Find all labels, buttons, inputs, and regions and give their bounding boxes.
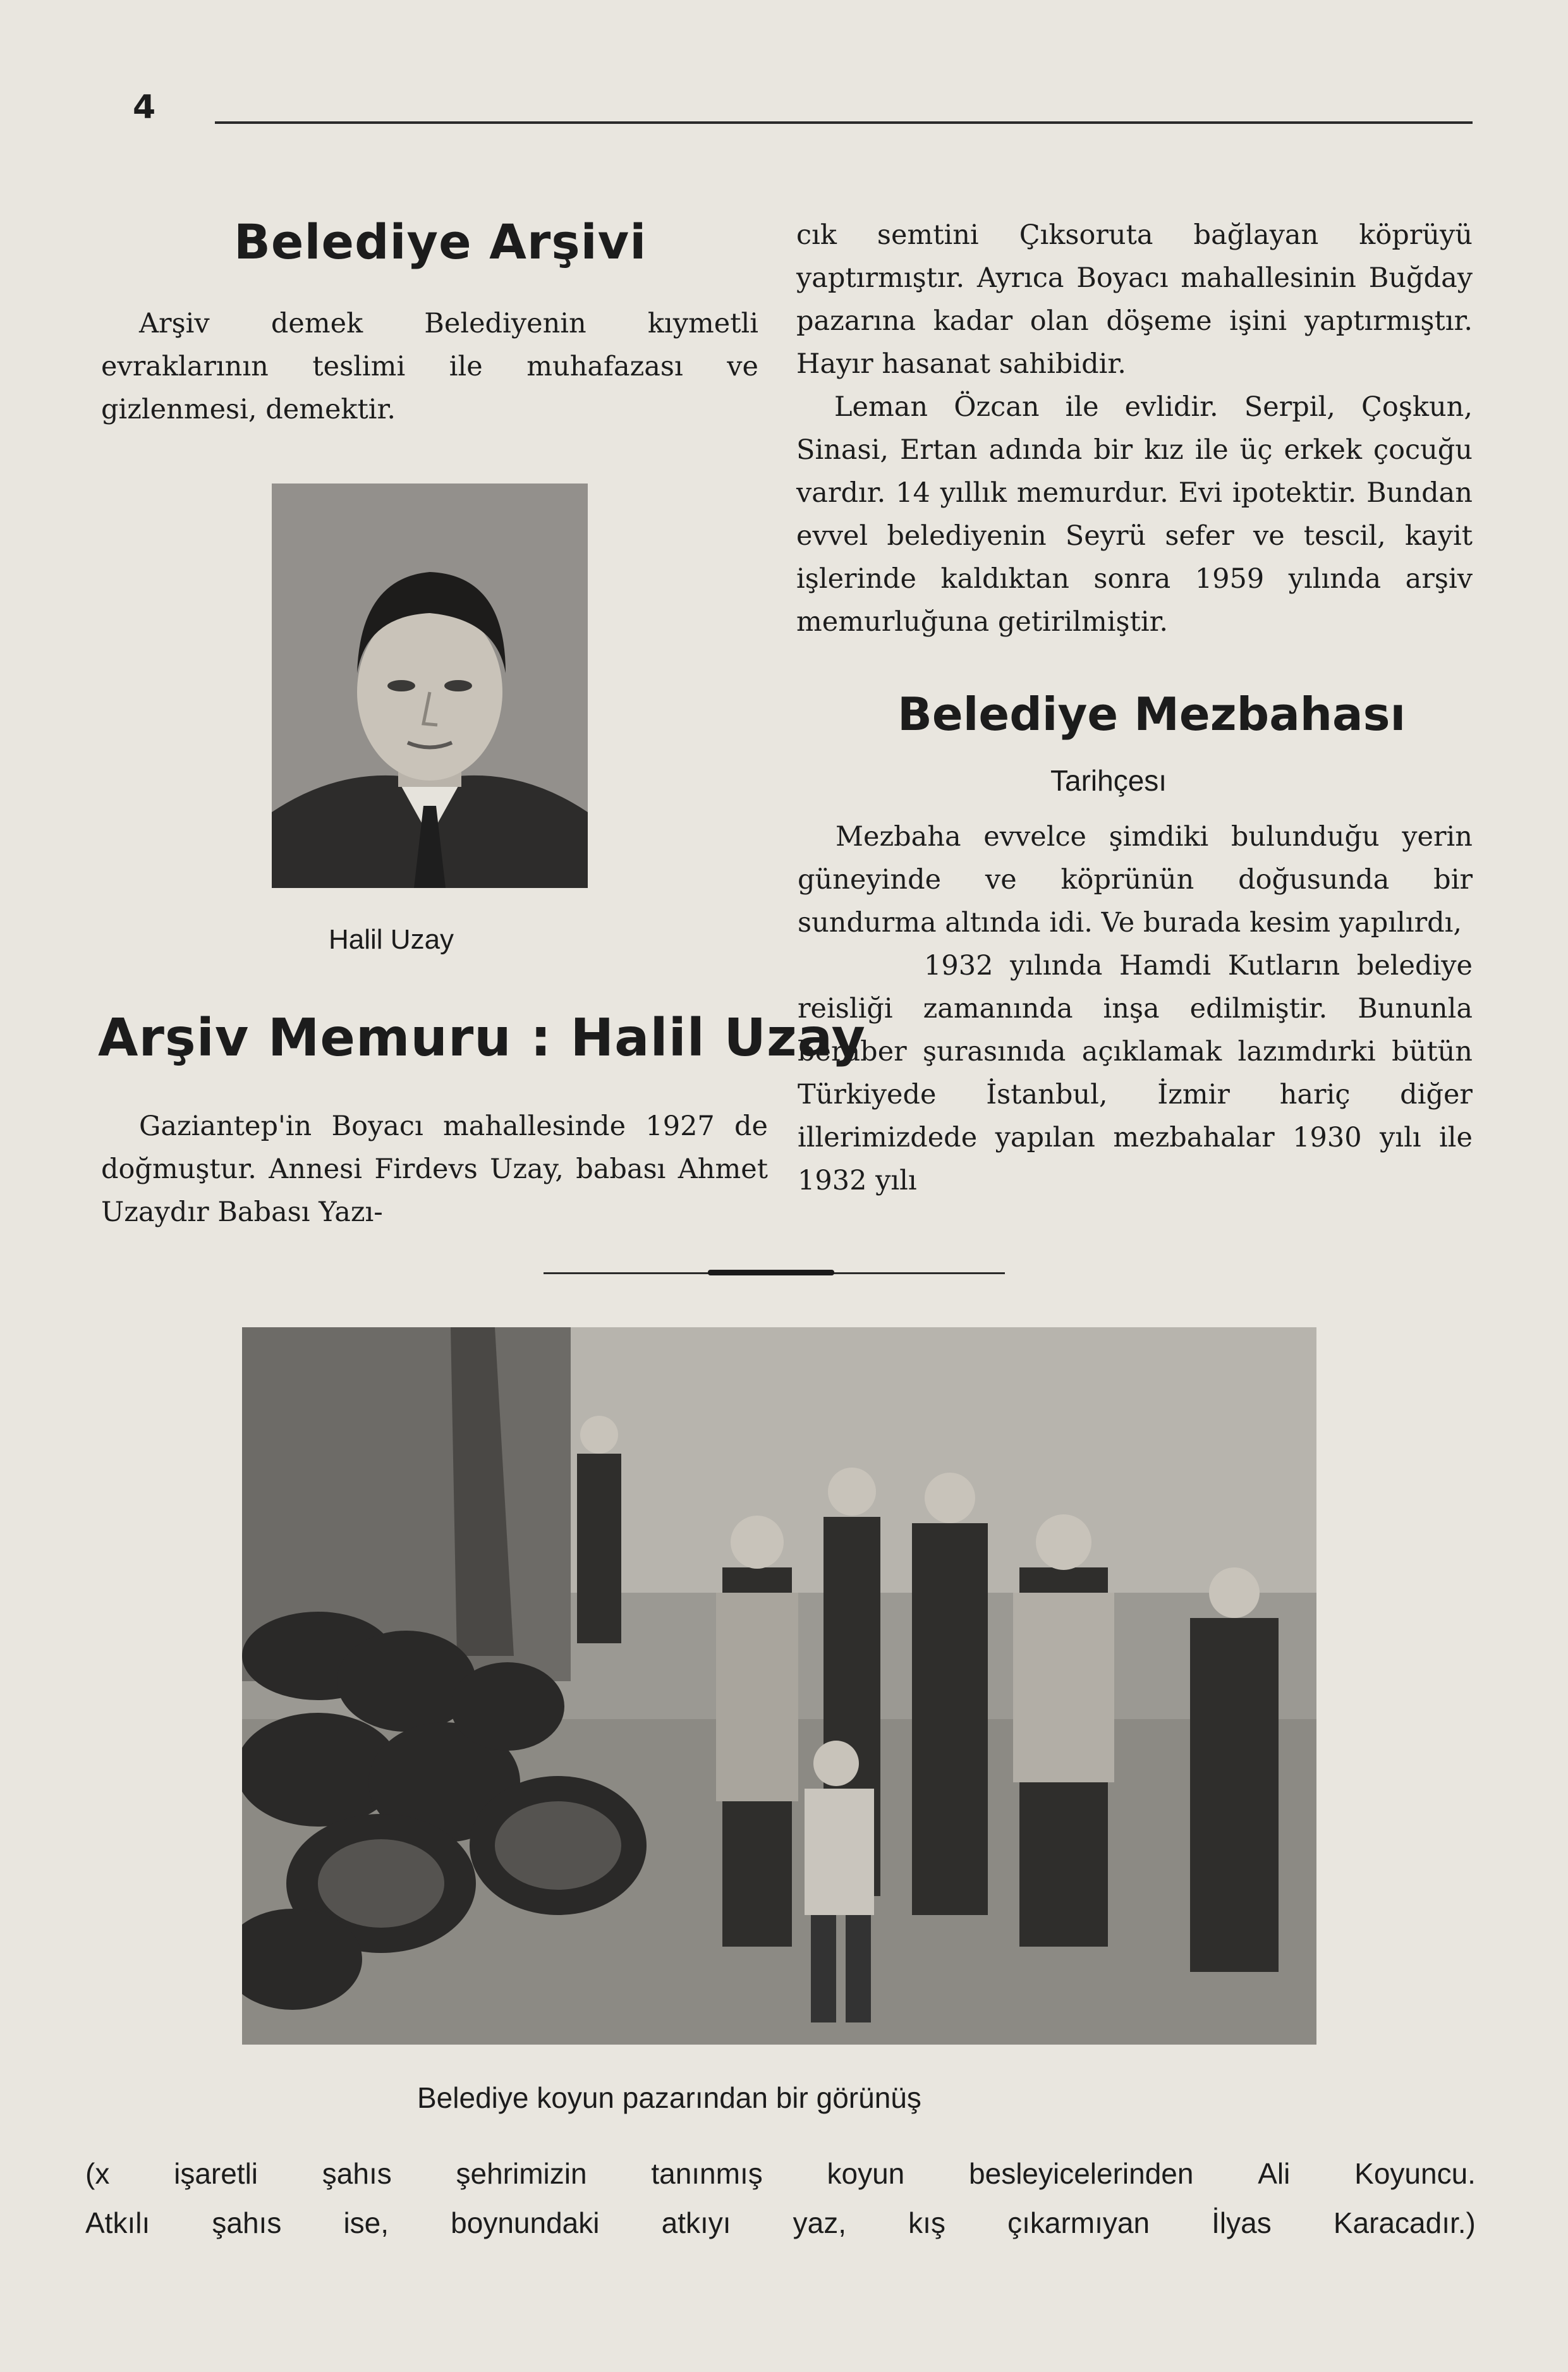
header-rule	[215, 121, 1473, 124]
note-word: (x	[85, 2157, 110, 2190]
archive-intro	[101, 302, 758, 431]
photo-note-line2	[85, 2206, 1476, 2240]
sheep-market-photo	[242, 1327, 1316, 2045]
sheep-market-image	[242, 1327, 1316, 2045]
note-word: Karacadır.)	[1333, 2206, 1476, 2239]
note-word: tanınmış	[651, 2157, 763, 2190]
archive-officer-heading: Arşiv Memuru : Halil Uzay	[98, 1008, 866, 1068]
bio-continued	[796, 214, 1473, 643]
note-word: atkıyı	[661, 2206, 731, 2239]
officer-bio-text: Gaziantep'in Boyacı mahallesinde 1927 de doğmuştur. Annesi Firdevs Uzay, babası Ahmet Uzaydır Babası Yazı-	[101, 1110, 768, 1228]
note-word: çıkarmıyan	[1007, 2206, 1150, 2239]
archive-intro-text: Arşiv demek Belediyenin kıymetli evraklarının teslimi ile muhafazası ve gizlenmesi, demektir.	[101, 308, 758, 425]
portrait-caption: Halil Uzay	[329, 924, 454, 955]
note-word: Atkılı	[85, 2206, 150, 2239]
portrait-image	[272, 484, 588, 888]
bio-continued-p2: Leman Özcan ile evlidir. Serpil, Çoşkun, Sinasi, Ertan adında bir kız ile üç erkek çocuğu vardır. 14 yıllık memurdur. Evi ipotektir. Bundan evvel belediyenin Seyrü sefer ve tescil, kayit işlerinde kaldıktan sonra 1959 yılında arşiv memurluğuna getirilmiştir.	[796, 391, 1473, 638]
slaughterhouse-text	[798, 815, 1473, 1202]
section-divider-ornament	[708, 1270, 834, 1275]
note-word: yaz,	[793, 2206, 847, 2239]
note-word: ise,	[343, 2206, 389, 2239]
note-word: şehrimizin	[456, 2157, 587, 2190]
note-word: kış	[908, 2206, 945, 2239]
note-word: Ali	[1258, 2157, 1291, 2190]
note-word: boynundaki	[451, 2206, 600, 2239]
note-word: şahıs	[322, 2157, 392, 2190]
photo-caption: Belediye koyun pazarından bir görünüş	[417, 2081, 921, 2114]
page-number: 4	[133, 88, 156, 126]
note-word: besleyicelerinden	[969, 2157, 1194, 2190]
portrait-photo	[272, 484, 588, 888]
slaughterhouse-p1: Mezbaha evvelce şimdiki bulunduğu yerin güneyinde ve köprünün doğusunda bir sundurma altında idi. Ve burada kesim yapılırdı,	[798, 821, 1473, 939]
slaughterhouse-p2: 1932 yılında Hamdi Kutların belediye reisliği zamanında inşa edilmiştir. Bununla beraber şurasınıda açıklamak lazımdırki bütün Türkiyede İstanbul, İzmir hariç diğer illerimizdede yapılan mezbahalar 1930 yılı ile 1932 yılı	[798, 950, 1473, 1196]
officer-bio	[101, 1105, 768, 1234]
note-word: şahıs	[212, 2206, 282, 2239]
note-word: İlyas	[1212, 2206, 1272, 2239]
photo-note-line1	[85, 2156, 1476, 2191]
note-word: işaretli	[174, 2157, 258, 2190]
bio-continued-p1: cık semtini Çıksoruta bağlayan köprüyü yaptırmıştır. Ayrıca Boyacı mahallesinin Buğday pazarına kadar olan döşeme işini yaptırmıştır. Hayır hasanat sahibidir.	[796, 219, 1473, 380]
archive-heading: Belediye Arşivi	[234, 214, 647, 270]
note-word: Koyuncu.	[1354, 2157, 1476, 2190]
slaughterhouse-heading: Belediye Mezbahası	[897, 688, 1406, 741]
slaughterhouse-subheading: Tarihçesı	[1050, 764, 1167, 797]
note-word: koyun	[827, 2157, 905, 2190]
